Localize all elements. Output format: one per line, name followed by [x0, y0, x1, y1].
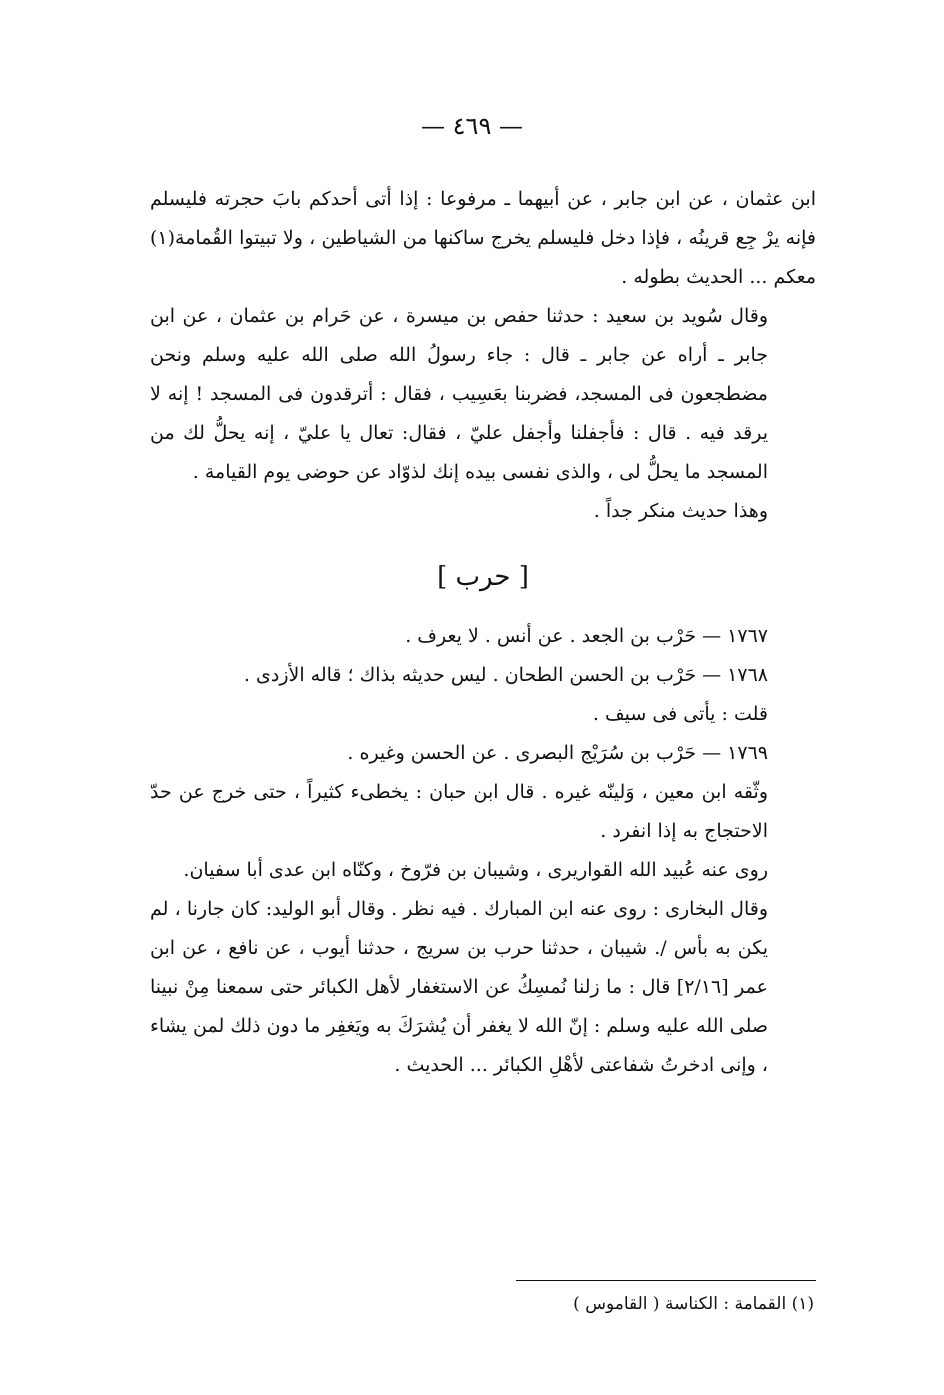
entry-note: وقال البخارى : روى عنه ابن المبارك . فيه نظر . وقال أبو الوليد: كان جارنا ، لم يكن به بأس /. شيبان ، حدثنا حرب بن سريج ، حدثنا أيوب ، عن نافع ، عن ابن عمر [٢/١٦] قال : ما زلنا نُمسِكُ عن الاستغفار لأهل الكبائر حتى سمعنا مِنْ نبينا صلى الله عليه وسلم : إنّ الله لا يغفر أن يُشرَكَ به ويَغفِر ما دون ذلك لمن يشاء ، وإنى ادخرتُ شفاعتى لأهْلِ الكبائر ... الحديث .: [150, 898, 768, 1076]
paragraph: وقال سُويد بن سعيد : حدثنا حفص بن ميسرة ، عن حَرام بن عثمان ، عن ابن جابر ـ أراه عن جابر ـ قال : جاء رسولُ الله صلى الله عليه وسلم ونحن مضطجعون فى المسجد، فضربنا بعَسِيب ، فقال : أترقدون فى المسجد ! إنه لا يرقد فيه . قال : فأجفلنا وأجفل عليّ ، فقال: تعال يا عليّ ، إنه يحلُّ لك من المسجد ما يحلُّ لى ، والذى نفسى بيده إنك لذوّاد عن حوضى يوم القيامة .: [150, 305, 768, 483]
section-heading: [ حرب ]: [437, 562, 529, 592]
entry-note: قلت : يأتى فى سيف .: [592, 703, 768, 725]
footnote-rule: [516, 1280, 816, 1281]
entry: ١٧٦٩ — حَرْب بن سُرَيْج البصرى . عن الحسن وغيره .: [347, 742, 768, 764]
main-text: [150, 180, 816, 1085]
entry: ١٧٦٧ — حَرْب بن الجعد . عن أنس . لا يعرف .: [405, 625, 768, 647]
footnote: (١) القمامة : الكناسة ( القاموس ): [573, 1294, 814, 1314]
paragraph: ابن عثمان ، عن ابن جابر ، عن أبيهما ـ مرفوعا : إذا أتى أحدكم بابَ حجرته فليسلم فإنه يرْ جِع قرينُه ، فإذا دخل فليسلم يخرج ساكنها من الشياطين ، ولا تبيتوا القُمامة(١) معكم ... الحديث بطوله .: [150, 188, 816, 288]
entry: ١٧٦٨ — حَرْب بن الحسن الطحان . ليس حديثه بذاك ؛ قاله الأزدى .: [243, 664, 768, 686]
entry-note: وثّقه ابن معين ، وَلينّه غيره . قال ابن حبان : يخطىء كثيراً ، حتى خرج عن حدّ الاحتجاج به إذا انفرد .: [150, 781, 768, 842]
page-number: — ٤٦٩ —: [421, 112, 523, 140]
paragraph: وهذا حديث منكر جداً .: [593, 500, 768, 522]
entry-note: روى عنه عُبيد الله القواريرى ، وشيبان بن فرّوخ ، وكنّاه ابن عدى أبا سفيان.: [183, 859, 768, 881]
